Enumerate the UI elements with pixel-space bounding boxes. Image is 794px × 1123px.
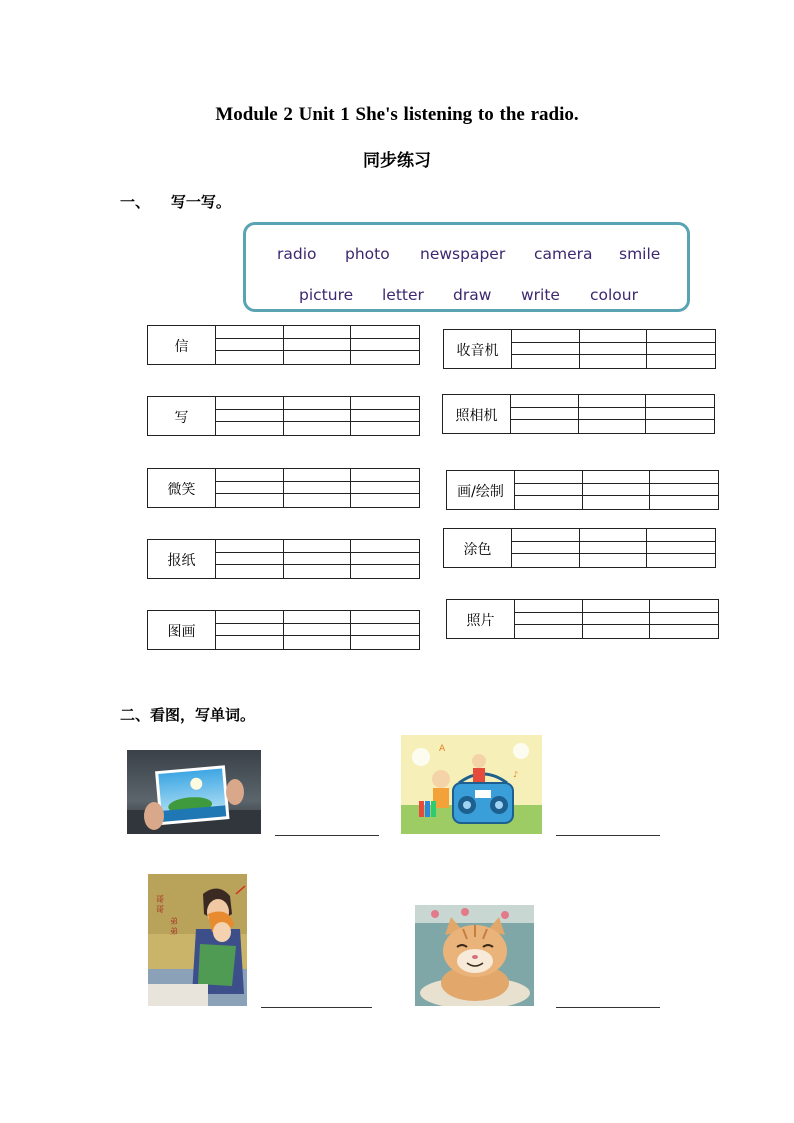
writing-table-label: 图画 bbox=[148, 611, 216, 649]
word-bank-word: photo bbox=[345, 245, 390, 263]
answer-line-1[interactable] bbox=[275, 835, 379, 836]
page-title: Module 2 Unit 1 She's listening to the radio. bbox=[215, 104, 579, 125]
writing-table-draw bbox=[446, 470, 719, 510]
answer-line-3[interactable] bbox=[261, 1007, 372, 1008]
image-caption: 哥 bbox=[156, 895, 164, 904]
writing-table-write bbox=[147, 396, 420, 436]
writing-table-newspaper bbox=[147, 539, 420, 579]
page-subtitle: 同步练习 bbox=[363, 151, 431, 171]
word-bank-word: write bbox=[521, 286, 560, 304]
writing-table-radio bbox=[443, 329, 716, 369]
section-1-heading: 一、 写一写。 bbox=[120, 193, 231, 211]
answer-line-4[interactable] bbox=[556, 1007, 660, 1008]
svg-text:A: A bbox=[439, 744, 446, 754]
writing-table-smile bbox=[147, 468, 420, 508]
word-bank-word: colour bbox=[590, 286, 638, 304]
writing-table-label: 照相机 bbox=[443, 395, 511, 433]
writing-table-colour bbox=[443, 528, 716, 568]
writing-table-camera bbox=[442, 394, 715, 434]
brothers-picture-image bbox=[148, 874, 247, 1006]
section-2-heading: 二、看图，写单词。 bbox=[120, 706, 256, 724]
word-bank-word: newspaper bbox=[420, 245, 506, 263]
word-bank-word: draw bbox=[453, 286, 492, 304]
kids-with-radio-image bbox=[401, 735, 542, 834]
writing-table-label: 画/绘制 bbox=[447, 471, 515, 509]
word-bank-word: radio bbox=[277, 245, 317, 263]
writing-table-label: 信 bbox=[148, 326, 216, 364]
smiling-cat-image bbox=[415, 905, 534, 1006]
answer-line-2[interactable] bbox=[556, 835, 660, 836]
svg-text:♪: ♪ bbox=[513, 770, 519, 779]
image-caption: 哥 bbox=[156, 905, 164, 914]
photo-held-in-hands-image bbox=[127, 750, 261, 834]
writing-table-label: 收音机 bbox=[444, 330, 512, 368]
word-bank-word: camera bbox=[534, 245, 593, 263]
image-caption: 弟 bbox=[170, 917, 178, 926]
writing-table-photo bbox=[446, 599, 719, 639]
writing-table-label: 涂色 bbox=[444, 529, 512, 567]
writing-table-picture bbox=[147, 610, 420, 650]
word-bank-word: picture bbox=[299, 286, 354, 304]
word-bank-word: smile bbox=[619, 245, 661, 263]
word-bank-word: letter bbox=[382, 286, 424, 304]
writing-table-label: 报纸 bbox=[148, 540, 216, 578]
writing-table-label: 照片 bbox=[447, 600, 515, 638]
writing-table-letter bbox=[147, 325, 420, 365]
image-caption: 弟 bbox=[170, 927, 178, 936]
word-bank-box bbox=[243, 222, 690, 312]
writing-table-label: 微笑 bbox=[148, 469, 216, 507]
writing-table-label: 写 bbox=[148, 397, 216, 435]
